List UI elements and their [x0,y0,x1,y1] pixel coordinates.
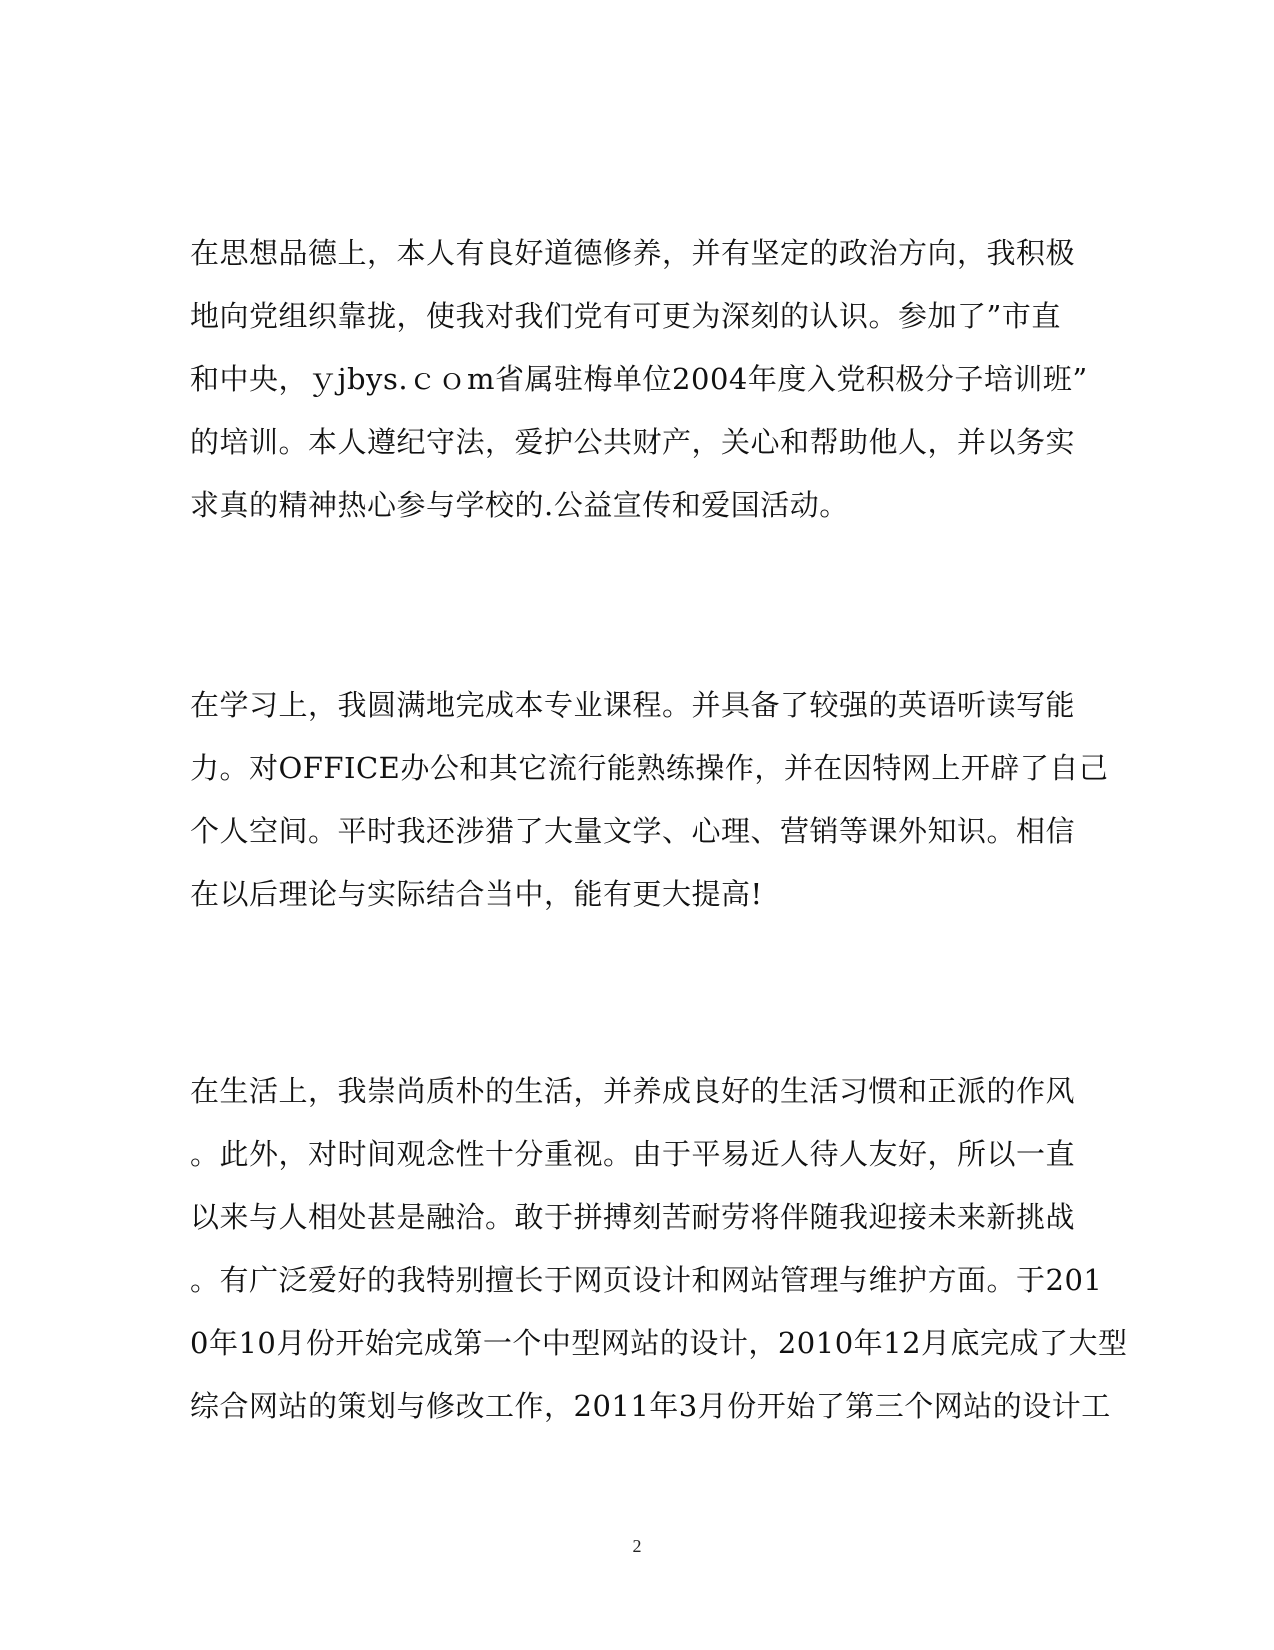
paragraph-life [190,1060,1128,1438]
paragraph-line: 0年10月份开始完成第一个中型网站的设计，2010年12月底完成了大型 [190,1326,1128,1360]
paragraph-line: 以来与人相处甚是融洽。敢于拼搏刻苦耐劳将伴随我迎接未来新挑战 [190,1200,1076,1234]
paragraph-line: 在思想品德上，本人有良好道德修养，并有坚定的政治方向，我积极 [190,236,1076,270]
paragraph-line: 。此外，对时间观念性十分重视。由于平易近人待人友好，所以一直 [190,1137,1076,1171]
paragraph-line: 。有广泛爱好的我特别擅长于网页设计和网站管理与维护方面。于201 [190,1263,1103,1297]
paragraph-line: 求真的精神热心参与学校的.公益宣传和爱国活动。 [190,488,849,522]
paragraph-moral-character [190,222,1090,537]
paragraph-line: 在以后理论与实际结合当中，能有更大提高! [190,877,763,911]
paragraph-line: 力。对OFFICE办公和其它流行能熟练操作，并在因特网上开辟了自己 [190,751,1109,785]
paragraph-line: 和中央，ｙjbys.ｃｏm省属驻梅单位2004年度入党积极分子培训班” [190,362,1088,396]
paragraph-line: 地向党组织靠拢，使我对我们党有可更为深刻的认识。参加了”市直 [190,299,1061,333]
paragraph-line: 综合网站的策划与修改工作，2011年3月份开始了第三个网站的设计工 [190,1389,1111,1423]
paragraph-line: 的培训。本人遵纪守法，爱护公共财产，关心和帮助他人，并以务实 [190,425,1076,459]
page-number: 2 [632,1536,642,1556]
paragraph-line: 在生活上，我崇尚质朴的生活，并养成良好的生活习惯和正派的作风 [190,1074,1076,1108]
paragraph-line: 在学习上，我圆满地完成本专业课程。并具备了较强的英语听读写能 [190,688,1076,722]
paragraph-study [190,674,1109,926]
paragraph-line: 个人空间。平时我还涉猎了大量文学、心理、营销等课外知识。相信 [190,814,1076,848]
